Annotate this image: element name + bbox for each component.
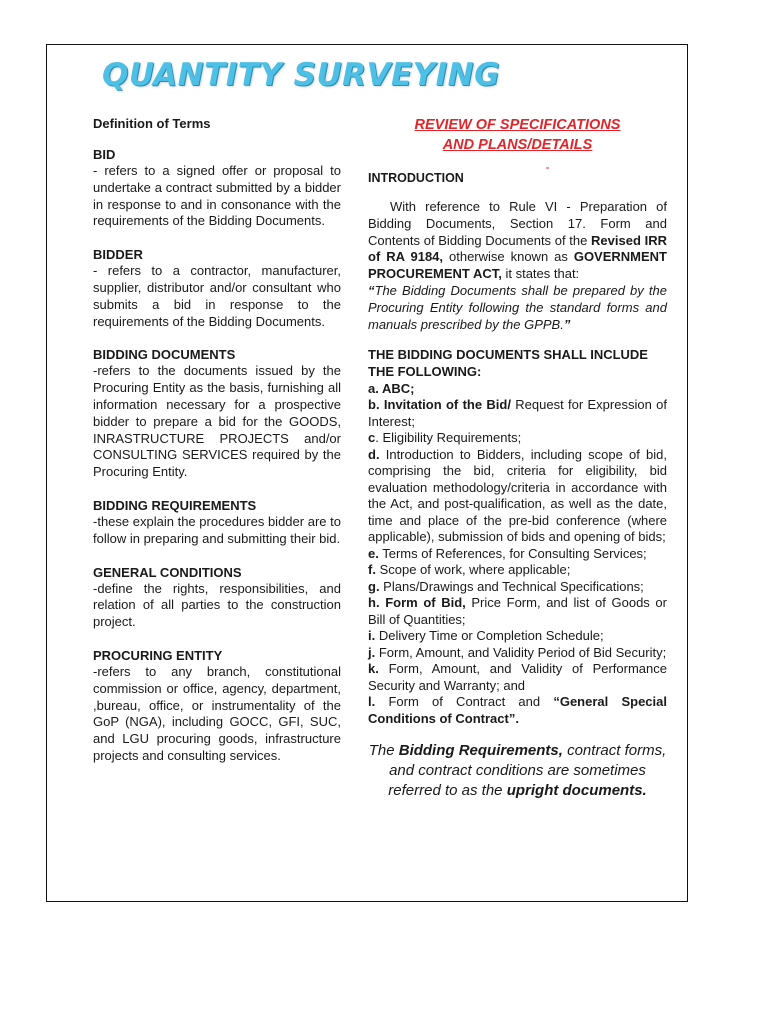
bidding-documents-list [368,381,667,728]
review-heading [368,115,667,155]
item-text: Scope of work, where applicable; [375,562,571,578]
term-name: BIDDING REQUIREMENTS [93,497,257,513]
list-item [368,562,667,579]
red-dash: - [545,160,550,174]
item-bold: Invitation of the Bid/ [379,397,511,413]
intro-text-1: With reference to Rule VI - Preparation of Bidding Documents, Section 17. Form and Contents of Bidding Documents of the [368,199,667,248]
footer-text-1: The [368,742,399,760]
term-name: BIDDER [93,247,143,263]
footer-text-2: contract forms, and contract conditions are sometimes referred to as the [388,742,667,800]
intro-text-2: otherwise known as [443,249,574,265]
document-page [46,44,688,902]
term-procuring-entity [93,647,341,765]
item-text: Plans/Drawings and Technical Specifications; [379,578,644,594]
item-letter: f. [368,562,376,578]
definitions-title: Definition of Terms [93,116,211,131]
introduction-paragraph [368,199,667,283]
footer-note [368,741,667,801]
list-item [368,397,667,430]
review-heading-line1: REVIEW OF SPECIFICATIONS [414,117,621,133]
definitions-column [93,113,341,781]
item-text: Terms of References, for Consulting Services; [378,545,647,561]
list-item [368,628,667,645]
item-letter: g. [368,578,380,594]
list-item [368,430,667,447]
term-name: BIDDING DOCUMENTS [93,347,236,363]
item-text: Form, Amount, and Validity Period of Bid Security; [375,644,667,660]
list-item [368,661,667,694]
term-definition: - refers to a signed offer or proposal to undertake a contract submitted by a bidder in response to and in consonance with the requirements of the Bidding Documents. [93,163,341,229]
intro-bold-irr: Revised IRR of RA 9184, [368,232,667,265]
item-letter: i. [368,628,376,644]
term-bidding-requirements [93,497,341,548]
include-heading: THE BIDDING DOCUMENTS SHALL INCLUDE THE FOLLOWING: [368,347,648,380]
item-text: . Eligibility Requirements; [375,430,522,446]
item-letter: k. [368,661,379,677]
term-definition: -refers to the documents issued by the Procuring Entity as the basis, furnishing all information necessary for a prospective bidder to prepare a bid for the GOODS, INRASTRUCTURE PROJECTS and/or CONSULTING SERVICES required by the Procuring Entity. [93,363,341,480]
quote-close-mark: ” [563,316,571,332]
intro-bold-act: GOVERNMENT PROCUREMENT ACT, [368,249,667,282]
term-bidder [93,246,341,330]
item-letter: c [368,430,376,446]
list-item [368,645,667,662]
term-general-conditions [93,564,341,631]
item-text: Form of Contract and [375,694,554,710]
list-item [368,694,667,727]
item-letter: d. [368,446,380,462]
term-name: GENERAL CONDITIONS [93,564,242,580]
item-letter: j. [368,644,376,660]
term-definition: -define the rights, responsibilities, and relation of all parties to the construction project. [93,580,341,630]
term-definition: - refers to a contractor, manufacturer, supplier, distributor and/or consultant who submits a bid in response to the requirements of the Bidding Documents. [93,263,341,329]
item-letter: a. [368,380,379,396]
introduction-heading: INTRODUCTION [368,171,464,185]
quote-text: The Bidding Documents shall be prepared by the Procuring Entity following the standard forms and manuals prescribed by the GPPB. [368,282,667,332]
item-letter: l. [368,694,376,710]
list-item [368,546,667,563]
list-item [368,447,667,546]
item-text: Request for Expression of Interest; [368,397,667,429]
page-title: QUANTITY SURVEYING [102,57,501,93]
item-text: Form, Amount, and Validity of Performance Security and Warranty; and [368,661,667,693]
quote-open-mark: “ [368,282,375,298]
item-bold: ABC; [378,380,415,396]
gppb-quote [368,283,667,333]
item-letter: h. [368,595,380,611]
item-bold: “General Special Conditions of Contract”. [368,694,667,726]
list-item [368,381,667,398]
item-text: Introduction to Bidders, including scope of bid, comprising the bid, criteria for eligibility, bid evaluation methodology/criteria in accordance with the Act, and post-qualification, as well as the date, time and place of the pre-bid conference (where applicable), submission of bids and opening of bids; [368,446,667,545]
list-item [368,595,667,628]
item-bold: Form of Bid, [379,595,466,611]
item-letter: e. [368,545,379,561]
review-column [368,115,667,801]
item-letter: b. [368,397,380,413]
footer-bold-1: Bidding Requirements, [398,742,563,760]
intro-text-3: it states that: [501,266,580,282]
term-definition: -these explain the procedures bidder are to follow in preparing and submitting their bid. [93,513,341,546]
term-bid [93,146,341,230]
footer-bold-2: upright documents. [506,782,647,800]
item-text: Price Form, and list of Goods or Bill of Quantities; [368,595,667,627]
term-definition: -refers to any branch, constitutional commission or office, agency, department, ,bureau, office, or instrumentality of the GoP (NGA), including GOCC, GFI, SUC, and LGU procuring goods, infrastructure projects and consulting services. [93,663,341,763]
list-item [368,579,667,596]
term-bidding-documents [93,346,341,481]
term-name: BID [93,147,116,162]
item-text: Delivery Time or Completion Schedule; [375,628,604,644]
review-heading-line2: AND PLANS/DETAILS [442,137,593,153]
term-name: PROCURING ENTITY [93,647,223,663]
